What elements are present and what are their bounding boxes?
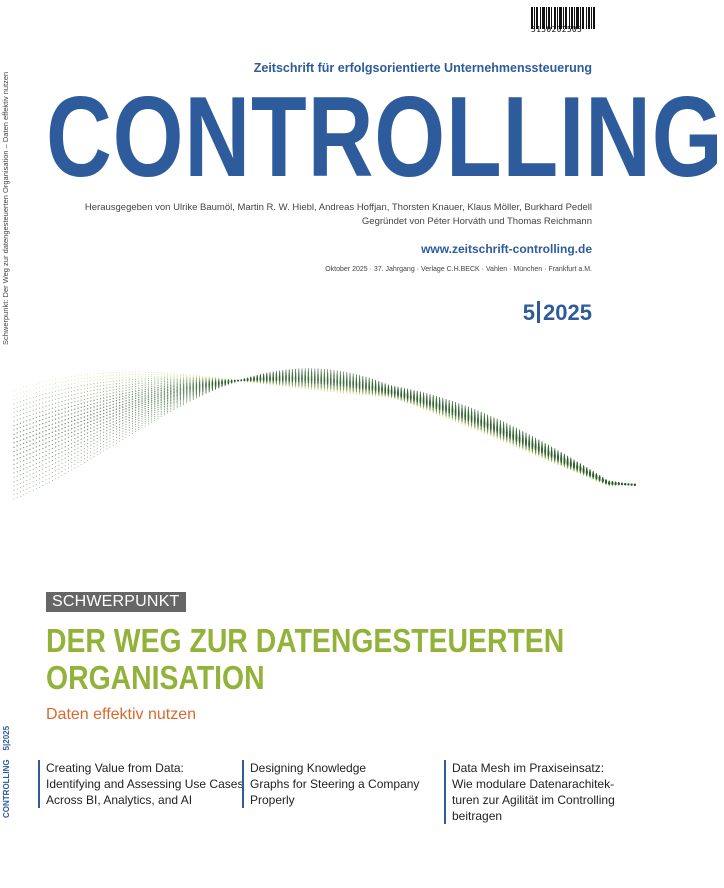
spine-issue-text: 5|2025 (2, 725, 11, 751)
spine-title-text: CONTROLLING (2, 759, 11, 818)
headline-line-1: DER WEG ZUR DATENGESTEUERTEN (46, 622, 565, 659)
founders-line: Gegründet von Péter Horváth und Thomas Reichmann (361, 216, 592, 227)
article-2-line-2: Graphs for Steering a Company (250, 777, 420, 791)
article-2-line-3: Properly (250, 793, 295, 807)
article-1-line-2: Identifying and Assessing Use Cases (46, 777, 244, 791)
editors-block (85, 201, 592, 229)
masthead (46, 72, 724, 204)
barcode-number: 5150202505 (531, 25, 583, 34)
feature-headline (46, 622, 564, 696)
issue-meta: Oktober 2025 · 37. Jahrgang · Verlage C.H.BECK · Vahlen · München · Frankfurt a.M. (325, 266, 592, 273)
article-1-line-1: Creating Value from Data: (46, 761, 184, 775)
article-3-line-1: Data Mesh im Praxiseinsatz: (452, 761, 605, 775)
headline-line-2: ORGANISATION (46, 659, 265, 696)
wave-dot-graphic (0, 320, 638, 570)
article-teaser-3[interactable] (444, 760, 615, 824)
article-teaser-2[interactable] (242, 760, 419, 808)
feature-subtitle: Daten effektiv nutzen (46, 706, 197, 723)
tagline: Zeitschrift für erfolgsorientierte Unternehmenssteuerung (253, 61, 592, 75)
article-3-line-3: turen zur Agilität im Controlling (452, 793, 615, 807)
article-3-line-4: beitragen (452, 809, 503, 823)
masthead-title: CONTROLLING (46, 74, 724, 201)
article-2-line-1: Designing Knowledge (250, 761, 367, 775)
section-kicker: SCHWERPUNKT (46, 592, 186, 612)
website-link[interactable]: www.zeitschrift-controlling.de (421, 242, 592, 256)
issue-num: 5 (522, 300, 536, 325)
article-teaser-1[interactable] (38, 760, 243, 808)
spine-title (2, 726, 11, 818)
article-1-line-3: Across BI, Analytics, and AI (46, 793, 193, 807)
article-3-line-2: Wie modulare Datenarachitek- (452, 777, 615, 791)
issue-year: 2025 (543, 300, 592, 325)
spine-text: Schwerpunkt: Der Weg zur datengesteuerten Organisation – Daten effektiv nutzen (1, 71, 10, 345)
editors-line: Herausgegeben von Ulrike Baumöl, Martin R. W. Hiebl, Andreas Hoffjan, Thorsten Knauer, Klaus Möller, Burkhard Pedell (84, 202, 592, 213)
